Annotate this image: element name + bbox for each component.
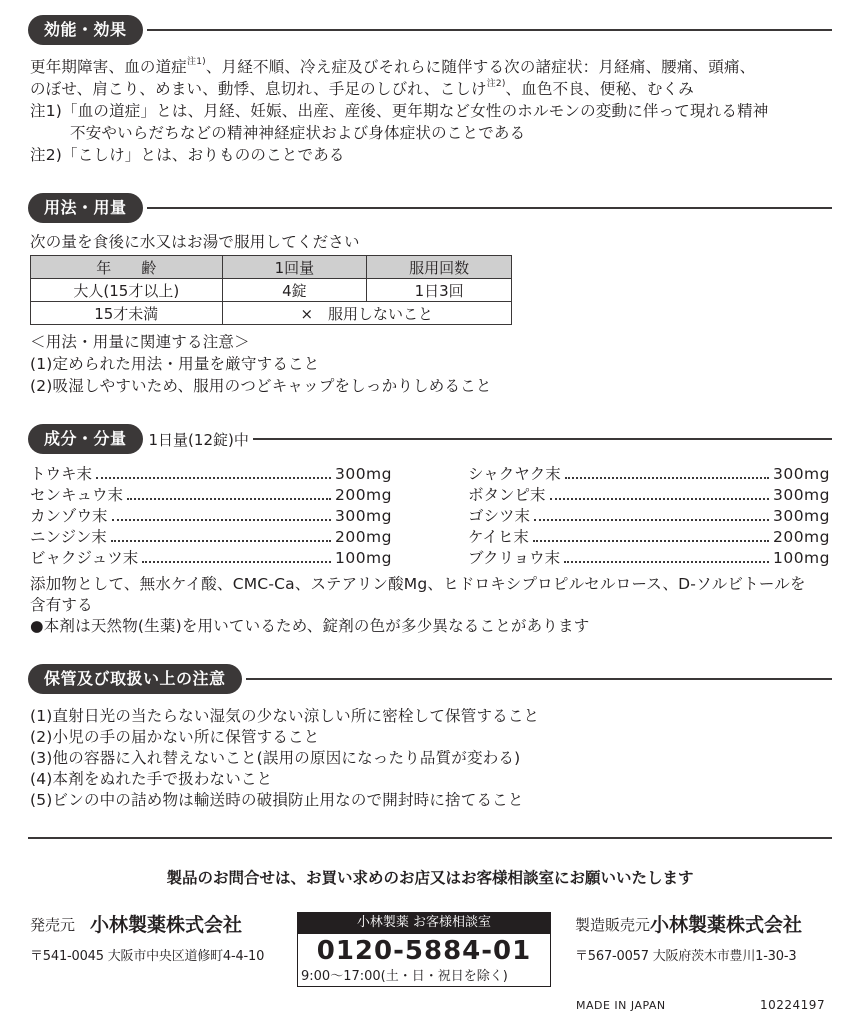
list-item: (3)他の容器に入れ替えないこと(誤用の原因になったり品質が変わる)	[30, 749, 521, 767]
list-item: (4)本剤をぬれた手で扱わないこと	[30, 770, 273, 788]
list-item	[30, 547, 392, 570]
ingredient-name: カンゾウ末	[30, 507, 108, 525]
seller-label: 発売元	[30, 916, 76, 934]
leader-dots	[127, 484, 331, 500]
leader-dots	[565, 463, 769, 479]
maker-name: 小林製薬株式会社	[650, 914, 803, 936]
ingredient-amount: 200mg	[772, 528, 830, 546]
ingredient-name: ケイヒ末	[468, 528, 529, 546]
list-item	[468, 463, 830, 486]
maker-address: 〒567-0057 大阪府茨木市豊川1-30-3	[575, 949, 797, 964]
ingredient-name: ボタンピ末	[468, 486, 546, 504]
leader-dots	[112, 505, 331, 521]
customer-center-box	[297, 912, 551, 987]
storage-title: 保管及び取扱い上の注意	[28, 664, 242, 694]
efficacy-rule	[147, 29, 832, 31]
ingredient-amount: 300mg	[772, 465, 830, 483]
ingredient-amount: 100mg	[772, 549, 830, 567]
dosage-notes-title: ＜用法・用量に関連する注意＞	[30, 333, 250, 351]
list-item: (1)直射日光の当たらない湿気の少ない涼しい所に密栓して保管すること	[30, 707, 540, 725]
leader-dots	[564, 547, 769, 563]
list-item	[468, 484, 830, 507]
list-item: (5)ビンの中の詰め物は輸送時の破損防止用なので開封時に捨てること	[30, 791, 524, 809]
storage-header	[28, 663, 832, 695]
dosage-table	[30, 255, 512, 325]
dosage-table-header-row	[31, 256, 512, 279]
leader-dots	[533, 526, 769, 542]
ingredients-note: ●本剤は天然物(生薬)を用いているため、錠剤の色が多少異なることがあります	[30, 617, 590, 635]
customer-center-label: 小林製薬 お客様相談室	[297, 912, 551, 934]
list-item	[30, 484, 392, 507]
efficacy-line-2: のぼせ、肩こり、めまい、動悸、息切れ、手足のしびれ、こしけ$^{注2)}$、血色不良、便秘、むくみ	[30, 79, 694, 98]
list-item	[30, 526, 392, 549]
customer-center-hours: 9:00〜17:00(土・日・祝日を除く)	[297, 968, 551, 987]
dosage-head-age: 年 齢	[31, 256, 223, 279]
customer-center-phone: 0120-5884-01	[297, 934, 551, 968]
dosage-row2-age: 15才未満	[31, 302, 223, 325]
list-item	[468, 547, 830, 570]
ingredients-title: 成分・分量	[28, 424, 143, 454]
ingredient-name: センキュウ末	[30, 486, 124, 504]
dosage-title: 用法・用量	[28, 193, 143, 223]
dosage-header	[28, 192, 832, 224]
additives-line-1: 添加物として、無水ケイ酸、CMC-Ca、ステアリン酸Mg、ヒドロキシプロピルセルロース、D-ソルビトールを	[30, 575, 806, 593]
dosage-rule	[147, 207, 832, 209]
ingredient-amount: 200mg	[334, 486, 392, 504]
ingredient-amount: 300mg	[772, 507, 830, 525]
leader-dots	[142, 547, 331, 563]
leader-dots	[550, 484, 769, 500]
dosage-note-2: (2)吸湿しやすいため、服用のつどキャップをしっかりしめること	[30, 377, 492, 395]
product-code: 10224197	[760, 998, 826, 1012]
dosage-head-times: 服用回数	[367, 256, 512, 279]
ingredients-subtitle: 1日量(12錠)中	[148, 430, 249, 449]
leader-dots	[96, 463, 331, 479]
additives-line-2: 含有する	[30, 596, 93, 614]
efficacy-line-1: 更年期障害、血の道症$^{注1)}$、月経不順、冷え症及びそれらに随伴する次の諸症状：月経痛、腰痛、頭痛、	[30, 57, 756, 76]
footer-divider	[28, 837, 832, 839]
ingredient-name: シャクヤク末	[468, 465, 561, 483]
dosage-row1-times: 1日3回	[367, 279, 512, 302]
ingredient-name: トウキ末	[30, 465, 93, 483]
ingredient-name: ゴシツ末	[468, 507, 531, 525]
ingredient-name: ニンジン末	[30, 528, 107, 546]
storage-rule	[246, 678, 832, 680]
list-item: (2)小児の手の届かない所に保管すること	[30, 728, 320, 746]
ingredients-header	[28, 423, 832, 455]
efficacy-note-1a: 注1)「血の道症」とは、月経、妊娠、出産、産後、更年期など女性のホルモンの変動に伴って現れる精神	[30, 102, 769, 120]
list-item	[30, 505, 392, 528]
dosage-note-1: (1)定められた用法・用量を厳守すること	[30, 355, 320, 373]
seller-address: 〒541-0045 大阪市中央区道修町4-4-10	[30, 949, 265, 964]
seller-name: 小林製薬株式会社	[90, 914, 243, 936]
ingredient-amount: 200mg	[334, 528, 392, 546]
ingredient-amount: 300mg	[334, 465, 392, 483]
efficacy-header	[28, 14, 832, 46]
efficacy-note-1b: 不安やいらだちなどの精神神経症状および身体症状のことである	[70, 124, 526, 142]
ingredient-amount: 300mg	[334, 507, 392, 525]
maker-label: 製造販売元	[575, 916, 651, 934]
list-item	[468, 505, 830, 528]
efficacy-title: 効能・効果	[28, 15, 143, 45]
dosage-head-dose: 1回量	[222, 256, 367, 279]
table-row	[31, 302, 512, 325]
ingredient-name: ビャクジュツ末	[30, 549, 139, 567]
made-in-label: MADE IN JAPAN	[576, 999, 666, 1012]
ingredient-name: ブクリョウ末	[468, 549, 561, 567]
leader-dots	[534, 505, 769, 521]
ingredient-amount: 300mg	[772, 486, 830, 504]
leader-dots	[111, 526, 331, 542]
dosage-row2-note: × 服用しないこと	[222, 302, 511, 325]
dosage-intro: 次の量を食後に水又はお湯で服用してください	[30, 233, 360, 251]
list-item	[30, 463, 392, 486]
dosage-row1-dose: 4錠	[222, 279, 367, 302]
list-item	[468, 526, 830, 549]
table-row	[31, 279, 512, 302]
dosage-row1-age: 大人(15才以上)	[31, 279, 223, 302]
inquiry-notice: 製品のお問合せは、お買い求めのお店又はお客様相談室にお願いいたします	[166, 869, 694, 887]
ingredient-amount: 100mg	[334, 549, 392, 567]
ingredients-rule	[253, 438, 832, 440]
efficacy-note-2: 注2)「こしけ」とは、おりもののことである	[30, 146, 345, 164]
